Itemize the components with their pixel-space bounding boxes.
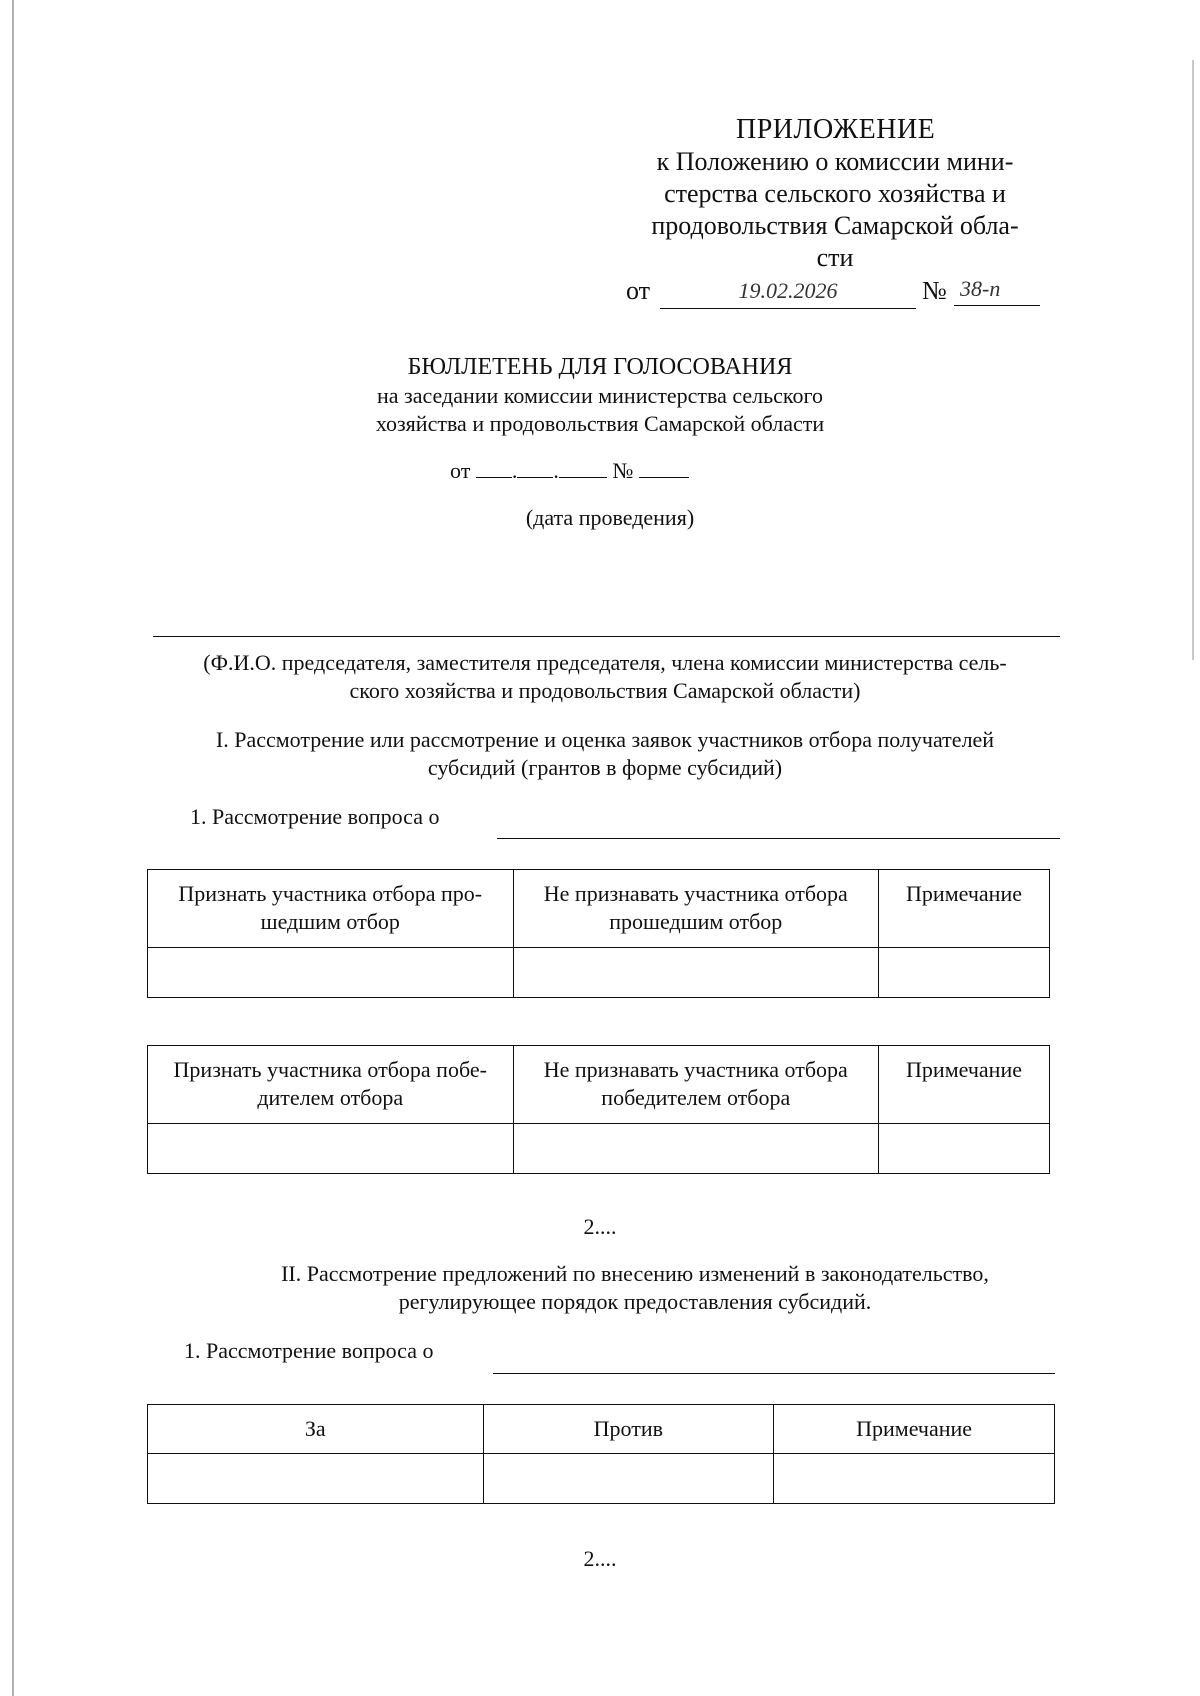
ballot-header [300, 352, 900, 438]
section-1-continuation: 2.... [583, 1214, 617, 1239]
appendix-line: продовольствия Самарской обла- [651, 211, 1019, 240]
ballot-subtitle-line: на заседании комиссии министерства сельского [377, 383, 823, 408]
year-field[interactable] [559, 455, 607, 478]
section-2-title [200, 1260, 1070, 1316]
ballot-title: БЮЛЛЕТЕНЬ ДЛЯ ГОЛОСОВАНИЯ [407, 354, 793, 380]
table-header: Примечание [879, 1046, 1050, 1124]
appendix-from-label: от [626, 276, 651, 305]
page-left-edge [12, 0, 14, 1696]
fio-caption [150, 649, 1060, 705]
vote-cell[interactable] [483, 1454, 774, 1504]
meeting-date-row [450, 455, 750, 484]
table-header: Не признавать участника отбора победителем отбора [513, 1046, 879, 1124]
table-header: Примечание [879, 870, 1050, 948]
vote-cell[interactable] [148, 1124, 514, 1174]
note-cell[interactable] [879, 1124, 1050, 1174]
section-1-title-line: субсидий (грантов в форме субсидий) [427, 755, 783, 780]
section-1-title [150, 726, 1060, 782]
appendix-line: к Положению о комиссии мини- [656, 147, 1014, 176]
ballot-subtitle-line: хозяйства и продовольствия Самарской области [375, 411, 825, 436]
appendix-number-label: № [922, 276, 947, 305]
vote-cell[interactable] [148, 1454, 484, 1504]
fio-field[interactable] [153, 636, 1060, 637]
section-2-question-field[interactable] [493, 1373, 1055, 1374]
appendix-line: сти [816, 243, 854, 272]
table-header: Признать участника отбора побе-дителем отбора [148, 1046, 514, 1124]
table-header: За [148, 1405, 484, 1454]
table-header: Против [483, 1405, 774, 1454]
meeting-number-label: № [612, 458, 634, 483]
appendix-line: стерства сельского хозяйства и [664, 179, 1006, 208]
winner-table [147, 1045, 1050, 1174]
meeting-date-from-label: от [450, 458, 471, 483]
appendix-reference [625, 146, 1045, 274]
section-1-question-label: 1. Рассмотрение вопроса о [190, 804, 440, 829]
date-separator: . [511, 458, 518, 483]
section-1-title-line: I. Рассмотрение или рассмотрение и оценка заявок участников отбора получателей [215, 727, 995, 752]
appendix-date: 19.02.2026 [660, 278, 916, 309]
fio-caption-line: (Ф.И.О. председателя, заместителя председателя, члена комиссии министерства сель- [203, 650, 1007, 675]
date-separator: . [553, 458, 559, 483]
note-cell[interactable] [879, 948, 1050, 998]
vote-table [147, 1404, 1055, 1504]
section-2-title-line: регулирующее порядок предоставления субсидий. [398, 1289, 872, 1314]
day-field[interactable] [476, 455, 512, 478]
section-2-title-line: II. Рассмотрение предложений по внесению изменений в законодательство, [281, 1261, 989, 1286]
vote-cell[interactable] [513, 1124, 879, 1174]
vote-cell[interactable] [513, 948, 879, 998]
section-1-question-field[interactable] [497, 838, 1060, 839]
table-header: Не признавать участника отбора прошедшим отбор [513, 870, 879, 948]
page-right-edge [1192, 60, 1194, 660]
vote-cell[interactable] [148, 948, 514, 998]
fio-caption-line: ского хозяйства и продовольствия Самарской области) [349, 678, 861, 703]
section-2-continuation: 2.... [583, 1546, 617, 1571]
note-cell[interactable] [774, 1454, 1055, 1504]
table-header: Признать участника отбора про-шедшим отбор [148, 870, 514, 948]
appendix-number: 38-п [954, 276, 1040, 306]
month-field[interactable] [517, 455, 553, 478]
pass-selection-table [147, 869, 1050, 998]
appendix-title: ПРИЛОЖЕНИЕ [736, 114, 936, 145]
section-2-question-label: 1. Рассмотрение вопроса о [184, 1338, 434, 1363]
meeting-number-field[interactable] [639, 455, 689, 478]
table-header: Примечание [774, 1405, 1055, 1454]
date-caption: (дата проведения) [525, 505, 695, 530]
